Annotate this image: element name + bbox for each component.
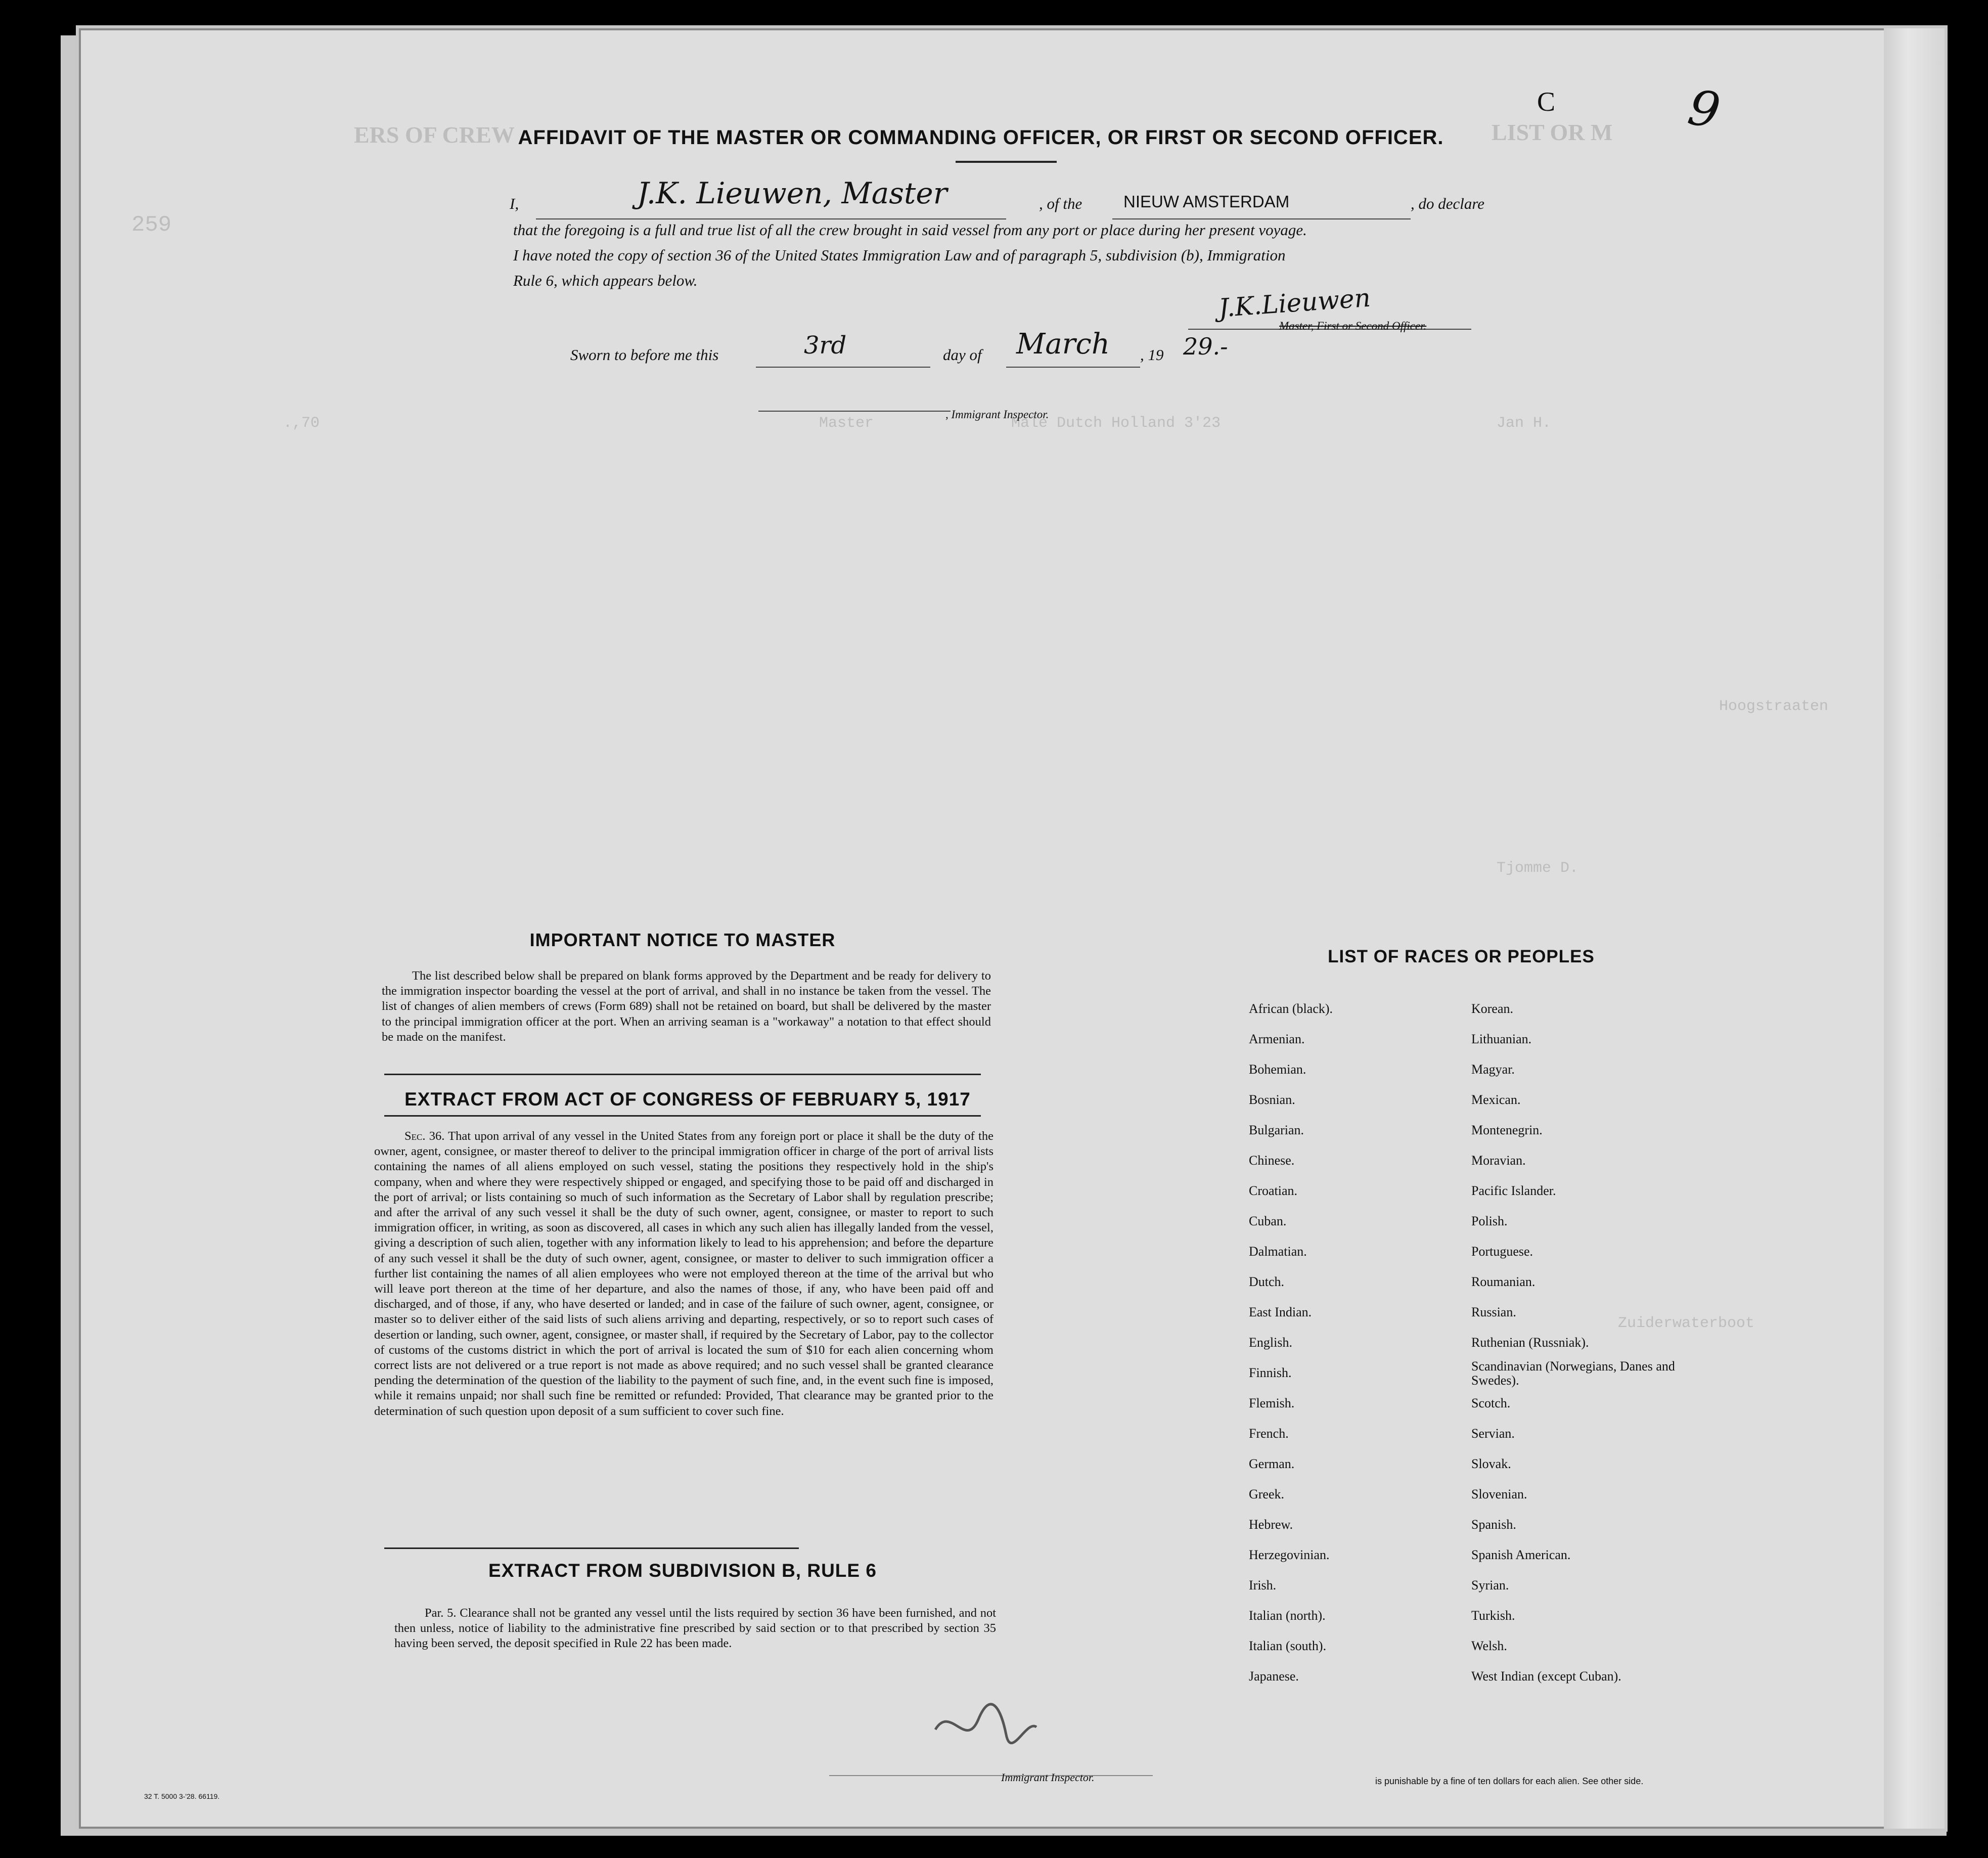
declarant-name: J.K. Lieuwen, Master [637,176,947,210]
race-item: Irish. [1249,1578,1277,1592]
fine-note: is punishable by a fine of ten dollars for each alien. See other side. [1375,1776,1644,1786]
race-item: Greek. [1249,1487,1285,1501]
race-item: Herzegovinian. [1249,1547,1330,1562]
race-item: Roumanian. [1471,1274,1535,1289]
race-item: Italian (north). [1249,1608,1326,1623]
notice-divider [384,1074,981,1075]
race-item: Korean. [1471,1001,1514,1016]
race-item: West Indian (except Cuban). [1471,1669,1621,1684]
races-left-column [1249,994,1461,1692]
notice-title: IMPORTANT NOTICE TO MASTER [529,930,836,950]
race-item: Italian (south). [1249,1639,1327,1653]
act-title: EXTRACT FROM ACT OF CONGRESS OF FEBRUARY 5, 1917 [404,1089,971,1110]
race-item: Scotch. [1471,1396,1511,1410]
act-divider [384,1547,799,1549]
master-caption: Master, First or Second Officer. [1279,320,1427,332]
affidavit-line-4: Rule 6, which appears below. [513,272,698,289]
bottom-inspector-line [829,1775,1153,1776]
race-item: Polish. [1471,1214,1508,1228]
race-item: German. [1249,1456,1295,1471]
sworn-day: 3rd [804,331,847,360]
notice-text: The list described below shall be prepared on blank forms approved by the Department and be ready for delivery to the immigration inspector boarding the vessel at the port of arrival, and shall in no instance be taken from the vessel. The list of changes of alien members of crews (Form 689) shall not be retained on board, but shall be delivered by the master to the principal immigration officer at the port. When an arriving seaman is a "workaway" a notation to that effect should be made on the manifest. [382,969,991,1044]
race-item: Flemish. [1249,1396,1295,1410]
race-item: Chinese. [1249,1153,1295,1168]
race-item: African (black). [1249,1001,1333,1016]
race-item: Moravian. [1471,1153,1526,1168]
declarant-prefix: I, [510,195,519,212]
inspector-initials [930,1699,1042,1755]
race-item: Slovak. [1471,1456,1511,1471]
race-item: Montenegrin. [1471,1123,1543,1137]
affidavit-title: AFFIDAVIT OF THE MASTER OR COMMANDING OFFICER, OR FIRST OR SECOND OFFICER. [518,126,1444,149]
inspector-caption: , Immigrant Inspector. [945,408,1049,421]
race-item: Lithuanian. [1471,1032,1532,1046]
act-text: That upon arrival of any vessel in the United States from any foreign port or place it shall be the duty of the owner, agent, consignee, or master thereof to deliver to the principal immigration officer in charge of the port of arrival lists containing the names of all aliens employed on such vessel, stating the positions they respectively hold in the ship's company, when and where they were respectively shipped or engaged, and specifying those to be paid off and discharged in the port of arrival; or lists containing so much of such information as the Secretary of Labor shall by regulation prescribe; and after the arrival of any such vessel it shall be the duty of such owner, agent, consignee, or master to report to such immigration officer, in writing, as soon as discovered, all cases in which any such alien has illegally landed from the vessel, giving a description of such alien, together with any information likely to lead to his apprehension; and before the departure of any such vessel it shall be the duty of such owner, agent, consignee, or master to deliver to such immigration officer a further list containing the names of all alien employees who were not employed thereon at the time of the arrival but who will leave port thereon at the time of her departure, and also the names of those, if any, who have been paid off and discharged, and of those, if any, who have deserted or landed; and in case of the failure of such owner, agent, consignee, or master so to deliver either of the said lists of such aliens arriving and departing, respectively, or so to report such cases of desertion or landing, such owner, agent, consignee, or master shall, if required by the Secretary of Labor, pay to the collector of customs of the customs district in which the port of arrival is located the sum of $10 for each alien concerning whom correct lists are not delivered or a true report is not made as above required; and no such vessel shall be granted clearance pending the determination of the question of the liability to the payment of such fine, and, in the event such fine is imposed, while it remains unpaid; nor shall such fine be remitted or refunded: Provided, That clearance may be granted prior to the determination of such question upon deposit of a sum sufficient to cover such fine. [374,1129,993,1418]
day-of-label: day of [943,346,982,364]
race-item: Portuguese. [1471,1244,1533,1259]
race-item: Spanish American. [1471,1547,1571,1562]
race-item: Servian. [1471,1426,1515,1441]
race-item: French. [1249,1426,1289,1441]
year-prefix: , 19 [1140,346,1164,364]
master-signature: J.K.Lieuwen [1217,283,1372,323]
inspector-line [758,411,951,412]
race-item: Dutch. [1249,1274,1285,1289]
act-title-underline [384,1115,981,1117]
race-item: Bulgarian. [1249,1123,1304,1137]
form-number: 32 T. 5000 3-'28. 66119. [144,1792,220,1800]
margin-mark-c: C [1537,86,1556,117]
of-the-label: , of the [1039,195,1082,212]
bottom-inspector-caption: Immigrant Inspector. [1001,1771,1095,1784]
act-section-label: Sec. 36. [404,1129,445,1143]
vessel-name: NIEUW AMSTERDAM [1123,192,1290,211]
race-item: Pacific Islander. [1471,1183,1556,1198]
race-item: Croatian. [1249,1183,1298,1198]
race-item: Bosnian. [1249,1092,1295,1107]
race-item: Japanese. [1249,1669,1299,1684]
rule6-title: EXTRACT FROM SUBDIVISION B, RULE 6 [488,1560,877,1581]
rule6-text: Clearance shall not be granted any vessel until the lists required by section 36 have been furnished, and not then unless, notice of liability to the administrative fine prescribed by said section or to that prescribed by section 35 having been served, the deposit specified in Rule 22 has been made. [394,1606,996,1651]
race-item: Dalmatian. [1249,1244,1307,1259]
race-item: Bohemian. [1249,1062,1306,1077]
title-divider [956,161,1057,163]
race-item: Mexican. [1471,1092,1521,1107]
race-item: Hebrew. [1249,1517,1293,1532]
race-item: Finnish. [1249,1365,1292,1380]
race-item: East Indian. [1249,1305,1312,1319]
affidavit-line-3: I have noted the copy of section 36 of the United States Immigration Law and of paragraph 5, subdivision (b), Immigration [513,246,1286,264]
race-item: Scandinavian (Norwegians, Danes and Swedes). [1471,1359,1675,1388]
page-edge [1884,28,1945,1829]
race-item: Slovenian. [1471,1487,1527,1501]
rule6-paragraph [394,1606,996,1652]
races-right-column [1471,994,1709,1692]
affidavit-line-2: that the foregoing is a full and true list of all the crew brought in said vessel from any port or place during her present voyage. [513,221,1307,239]
race-item: Syrian. [1471,1578,1509,1592]
race-item: Welsh. [1471,1639,1507,1653]
race-item: Russian. [1471,1305,1516,1319]
act-section [374,1129,993,1419]
sworn-month-line [1006,367,1140,368]
sworn-day-line [756,367,930,368]
race-item: Turkish. [1471,1608,1515,1623]
sworn-label: Sworn to before me this [570,346,719,364]
sworn-year: 29.- [1183,333,1228,360]
race-item: Cuban. [1249,1214,1287,1228]
rule6-label: Par. 5. [425,1606,457,1620]
do-declare-label: , do declare [1411,195,1485,212]
race-item: Spanish. [1471,1517,1516,1532]
margin-mark-number: 9 [1684,78,1725,140]
sworn-month: March [1016,328,1110,361]
race-item: Ruthenian (Russniak). [1471,1335,1589,1350]
race-item: Armenian. [1249,1032,1305,1046]
race-item: Magyar. [1471,1062,1515,1077]
race-item: English. [1249,1335,1292,1350]
races-title: LIST OF RACES OR PEOPLES [1328,947,1595,966]
